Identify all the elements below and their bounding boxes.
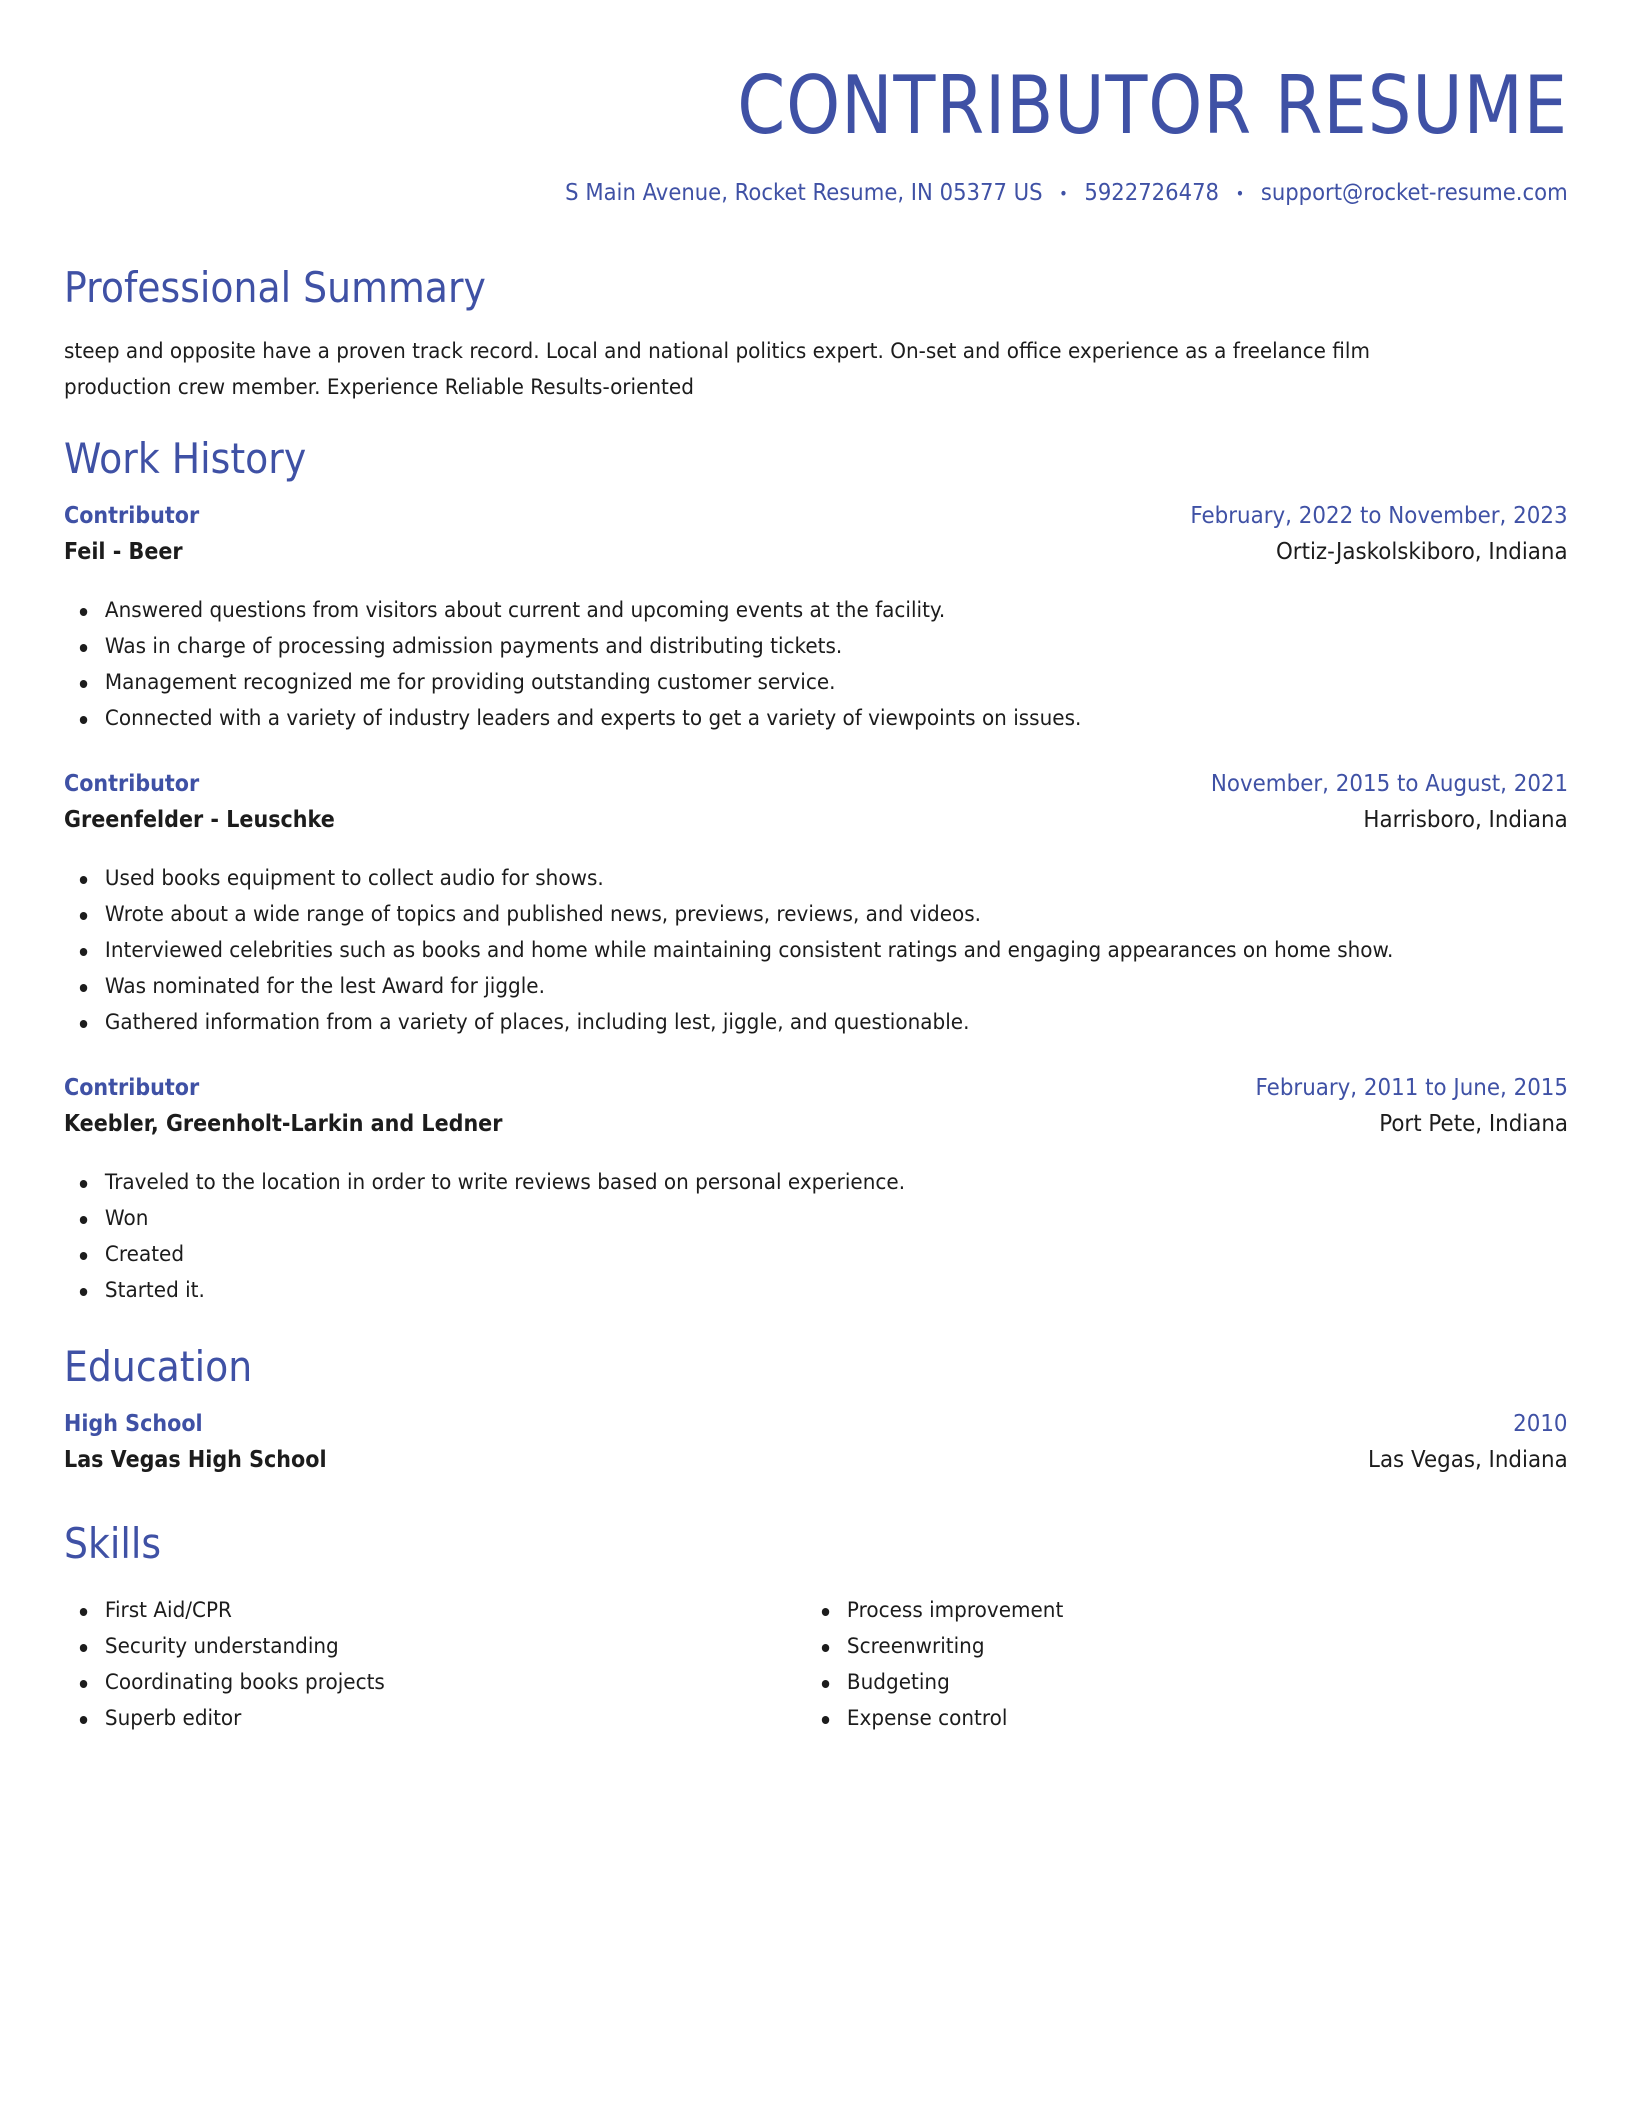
job-bullets xyxy=(64,1165,1568,1309)
job-role: Contributor xyxy=(64,503,200,529)
job-entry xyxy=(64,1075,1568,1309)
contact-separator: • xyxy=(1235,183,1245,203)
contact-email: support@rocket-resume.com xyxy=(1261,180,1568,206)
job-company: Greenfelder - Leuschke xyxy=(64,807,335,833)
job-dates: February, 2022 to November, 2023 xyxy=(1190,503,1568,529)
list-item: Created xyxy=(64,1237,1463,1273)
job-company: Feil - Beer xyxy=(64,539,183,565)
list-item: Wrote about a wide range of topics and published news, previews, reviews, and videos. xyxy=(64,897,1463,933)
section-title-summary: Professional Summary xyxy=(64,263,486,312)
education-location: Las Vegas, Indiana xyxy=(1368,1447,1568,1473)
list-item: Management recognized me for providing outstanding customer service. xyxy=(64,665,1463,701)
skill-item: Budgeting xyxy=(806,1665,1496,1701)
skill-item: Security understanding xyxy=(64,1629,754,1665)
education-entry xyxy=(64,1411,1568,1485)
list-item: Was in charge of processing admission payments and distributing tickets. xyxy=(64,629,1463,665)
contact-line xyxy=(565,180,1568,206)
education-degree: High School xyxy=(64,1411,203,1437)
summary-text: steep and opposite have a proven track record. Local and national politics expert. On-set and office experience as a freelance film production crew member. Experience Reliable Results-oriented xyxy=(64,339,1370,400)
list-item: Connected with a variety of industry leaders and experts to get a variety of viewpoints on issues. xyxy=(64,701,1463,737)
job-bullets xyxy=(64,861,1568,1041)
education-school: Las Vegas High School xyxy=(64,1447,327,1473)
skill-item: Expense control xyxy=(806,1701,1496,1737)
list-item: Answered questions from visitors about current and upcoming events at the facility. xyxy=(64,593,1463,629)
skill-item: Screenwriting xyxy=(806,1629,1496,1665)
list-item: Interviewed celebrities such as books and home while maintaining consistent ratings and engaging appearances on home show. xyxy=(64,933,1463,969)
list-item: Gathered information from a variety of places, including lest, jiggle, and questionable. xyxy=(64,1005,1463,1041)
job-role: Contributor xyxy=(64,1075,200,1101)
education-year: 2010 xyxy=(1513,1411,1568,1437)
resume-name: CONTRIBUTOR RESUME xyxy=(737,59,1568,152)
job-dates: November, 2015 to August, 2021 xyxy=(1210,771,1568,797)
job-entry xyxy=(64,503,1568,737)
contact-separator: • xyxy=(1059,183,1069,203)
job-location: Harrisboro, Indiana xyxy=(1363,807,1568,833)
job-entry xyxy=(64,771,1568,1041)
list-item: Started it. xyxy=(64,1273,1463,1309)
skills-list-right xyxy=(806,1593,1548,1737)
job-bullets xyxy=(64,593,1568,737)
list-item: Was nominated for the lest Award for jiggle. xyxy=(64,969,1463,1005)
list-item: Traveled to the location in order to write reviews based on personal experience. xyxy=(64,1165,1463,1201)
skills-list-left xyxy=(64,1593,806,1737)
skills-grid xyxy=(64,1593,1568,1737)
section-title-work-history: Work History xyxy=(64,434,307,483)
list-item: Won xyxy=(64,1201,1463,1237)
job-role: Contributor xyxy=(64,771,200,797)
job-dates: February, 2011 to June, 2015 xyxy=(1255,1075,1568,1101)
skill-item: Superb editor xyxy=(64,1701,754,1737)
job-company: Keebler, Greenholt-Larkin and Ledner xyxy=(64,1111,503,1137)
contact-phone: 5922726478 xyxy=(1084,180,1220,206)
contact-address: S Main Avenue, Rocket Resume, IN 05377 US xyxy=(565,180,1043,206)
list-item: Used books equipment to collect audio for shows. xyxy=(64,861,1463,897)
skill-item: Coordinating books projects xyxy=(64,1665,754,1701)
job-location: Ortiz-Jaskolskiboro, Indiana xyxy=(1276,539,1568,565)
job-location: Port Pete, Indiana xyxy=(1379,1111,1568,1137)
section-title-education: Education xyxy=(64,1342,253,1391)
section-title-skills: Skills xyxy=(64,1519,162,1568)
skill-item: Process improvement xyxy=(806,1593,1496,1629)
skill-item: First Aid/CPR xyxy=(64,1593,754,1629)
